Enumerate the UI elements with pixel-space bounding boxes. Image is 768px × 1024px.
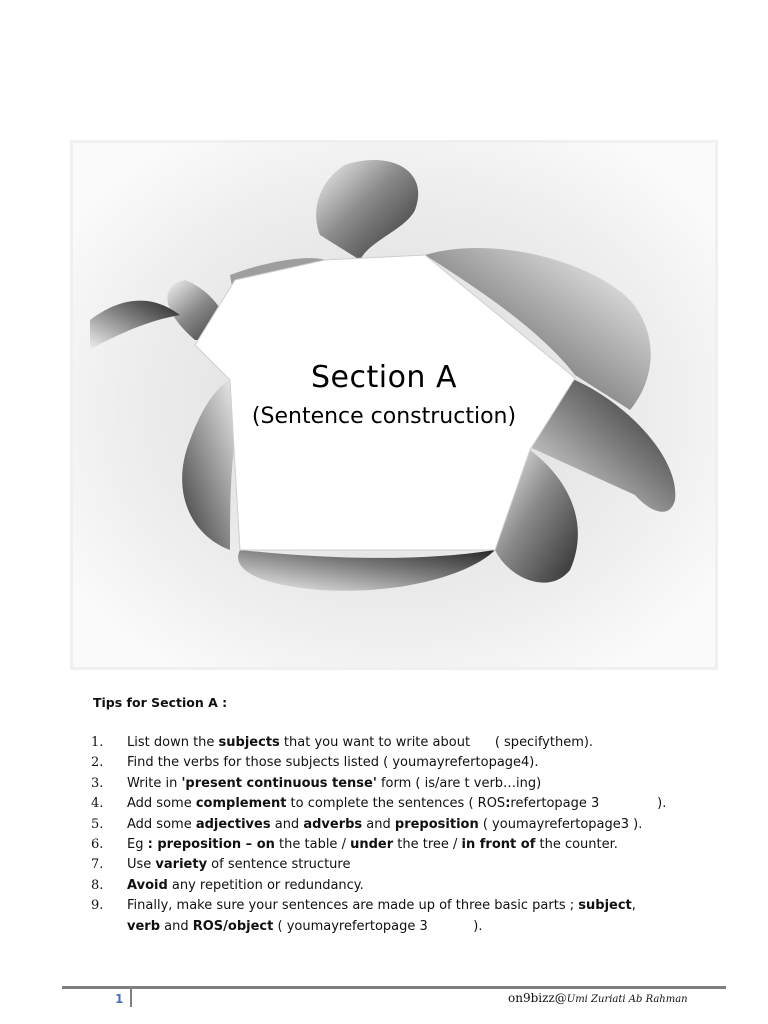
tip-bold-text: complement [195,796,287,812]
tip-plain-text: ( youmayrefertopage3 ). [478,816,643,832]
tip-bold-text: subjects [218,735,280,750]
tip-bold-text: in front of [461,836,536,852]
tips-list [91,733,711,937]
tip-bold-text: verb [127,918,161,934]
tip-plain-text: and [160,918,193,934]
tip-plain-text: refertopage 3 ). [510,796,667,812]
tip-text [127,835,618,855]
tip-number: 7. [91,857,104,873]
tip-plain-text: of sentence structure [207,857,351,873]
tip-plain-text: and [270,816,304,832]
tip-plain-text: the table / [274,836,351,852]
tip-text [127,855,350,875]
tip-plain-text: Add some [127,796,196,812]
tips-heading: Tips for Section A : [93,695,228,710]
section-title: Section A [310,360,458,395]
footer-divider [62,986,726,989]
tip-bold-text: : [505,796,511,812]
tip-plain-text: Finally, make sure your sentences are made up of three basic parts ; [127,898,579,914]
footer-credit [508,991,688,1005]
tip-number: 9. [91,898,104,914]
tip-bold-text: Avoid [127,877,168,893]
tip-item [91,896,711,916]
tip-bold-text: subject [578,898,632,914]
tip-number: 6. [91,836,104,852]
tip-plain-text: form ( is/are t verb…ing) [376,775,542,791]
tip-text [127,794,666,814]
tip-text [127,896,636,916]
tip-item [91,917,711,937]
tip-plain-text: the counter. [535,836,618,852]
tip-item [91,774,711,794]
tip-text [127,917,482,937]
tip-text [127,876,364,896]
tip-bold-text: 'present continuous tense' [181,775,377,791]
tip-number: 2. [91,755,104,771]
tip-number: 8. [91,877,104,893]
tip-bold-text: : preposition – on [147,836,275,852]
footer-author: Umi Zuriati Ab Rahman [566,994,688,1005]
tip-bold-text: variety [155,857,208,873]
tip-bold-text: ROS/object [192,918,274,934]
tip-number: 3. [91,775,104,791]
tip-plain-text: Write in [127,775,182,791]
tip-text [127,774,541,794]
tip-number: 1. [91,735,104,750]
page-number: 1 [115,992,124,1006]
tip-bold-text: adjectives [195,816,271,832]
tip-number: 4. [91,796,104,812]
tip-plain-text: Use [127,857,156,873]
tip-text [127,733,593,753]
tip-bold-text: adverbs [303,816,363,832]
tip-item [91,733,711,753]
tip-item [91,835,711,855]
tip-item [91,815,711,835]
tip-text [127,753,539,773]
tip-plain-text: any repetition or redundancy. [167,877,364,893]
tip-item [91,753,711,773]
tip-plain-text: to complete the sentences ( ROS [286,796,506,812]
tip-bold-text: under [350,836,394,852]
tip-plain-text: Find the verbs for those subjects listed ( youmayrefertopage4). [127,755,539,771]
tip-text [127,815,642,835]
tip-plain-text: the tree / [393,836,462,852]
tip-bold-text: preposition [394,816,479,832]
tip-item [91,876,711,896]
tip-plain-text: , [631,898,636,914]
footer-site: on9bizz@ [508,991,567,1005]
tip-plain-text: List down the [127,735,219,750]
tip-plain-text: and [362,816,395,832]
tip-plain-text: Eg [127,836,148,852]
tip-number: 5. [91,816,104,832]
tip-plain-text: Add some [127,816,196,832]
tip-plain-text: ( youmayrefertopage 3 ). [273,918,483,934]
tip-item [91,855,711,875]
tip-item [91,794,711,814]
section-subtitle: (Sentence construction) [251,404,517,429]
page-number-separator [130,989,132,1007]
tip-plain-text: that you want to write about ( specifythem). [279,735,594,750]
